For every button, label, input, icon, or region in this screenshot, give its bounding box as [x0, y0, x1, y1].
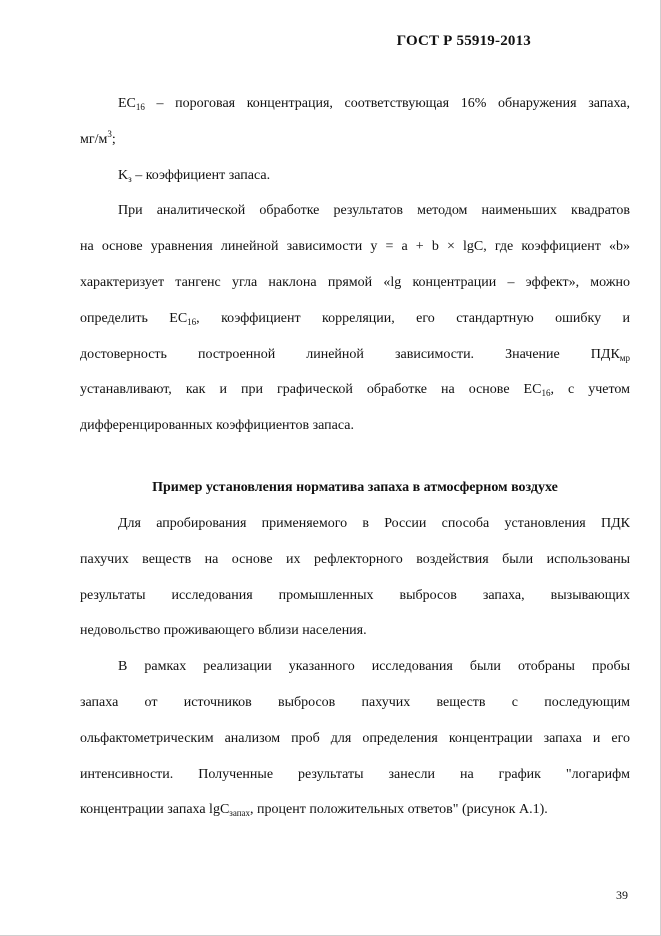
para3-line5-rest: , процент положительных ответов" (рисунок А.1). [250, 802, 548, 818]
ec16-end: ; [111, 131, 116, 147]
para1-line4-text: определить EC [80, 310, 188, 326]
para1-line5-text: достоверность построенной линейной зависимости. Значение ПДК [80, 346, 620, 362]
para2-line3: результаты исследования промышленных выбросов запаха, вызывающих [80, 587, 630, 603]
para3-line5 [80, 792, 630, 828]
para3-line4: интенсивности. Полученные результаты занесли на график "логарифм [80, 766, 630, 782]
definition-kz [80, 158, 630, 194]
para3-line5-text: концентрации запаха lgC [80, 802, 230, 818]
para1-line4-rest: , коэффициент корреляции, его стандартную ошибку и [196, 310, 630, 326]
ec16-subscript: 16 [135, 102, 145, 112]
para3-line5-subscript: запах [229, 808, 251, 819]
para1-line4-subscript: 16 [187, 316, 197, 327]
para3-line2: запаха от источников выбросов пахучих веществ с последующим [80, 694, 630, 710]
para2-line2: пахучих веществ на основе их рефлекторного воздействия были использованы [80, 551, 630, 567]
kz-symbol: K [118, 167, 129, 183]
para1-line6-subscript: 16 [541, 388, 551, 399]
section-title: Пример установления норматива запаха в атмосферном воздухе [152, 479, 558, 495]
definition-ec16-line2 [80, 122, 630, 158]
para1-line5-subscript: мр [619, 352, 630, 363]
para1-line1: При аналитической обработке результатов методом наименьших квадратов [118, 203, 630, 219]
para1-line5 [80, 337, 630, 373]
kz-subscript: з [128, 173, 132, 184]
para1-line4 [80, 301, 630, 337]
para3-line3: ольфактометрическим анализом проб для определения концентрации запаха и его [80, 730, 630, 746]
para1-line2: на основе уравнения линейной зависимости y = a + b × lgC, где коэффициент «b» [80, 239, 630, 255]
definition-ec16-line1 [80, 86, 630, 122]
para3-line1: В рамках реализации указанного исследования были отобраны пробы [118, 659, 630, 675]
ec16-unit: мг/м [80, 131, 108, 147]
para1-line6-rest: , с учетом [550, 382, 630, 398]
para1-line6-text: устанавливают, как и при графической обработке на основе EC [80, 382, 542, 398]
ec16-unit-superscript: 3 [107, 128, 112, 139]
page-number: 39 [616, 888, 628, 902]
para2-line4: недовольство проживающего вблизи населения. [80, 623, 367, 639]
ec16-symbol: EC [118, 96, 136, 111]
para1-line6 [80, 372, 630, 408]
page-header-doc-code: ГОСТ Р 55919-2013 [396, 33, 531, 49]
para1-line7: дифференцированных коэффициентов запаса. [80, 418, 354, 434]
para1-line3: характеризует тангенс угла наклона прямой «lg концентрации – эффект», можно [80, 274, 630, 290]
page-body [80, 86, 630, 828]
ec16-definition: – пороговая концентрация, соответствующая 16% обнаружения запаха, [144, 96, 630, 111]
kz-definition: – коэффициент запаса. [131, 167, 271, 183]
para2-line1: Для апробирования применяемого в России способа установления ПДК [118, 515, 630, 531]
